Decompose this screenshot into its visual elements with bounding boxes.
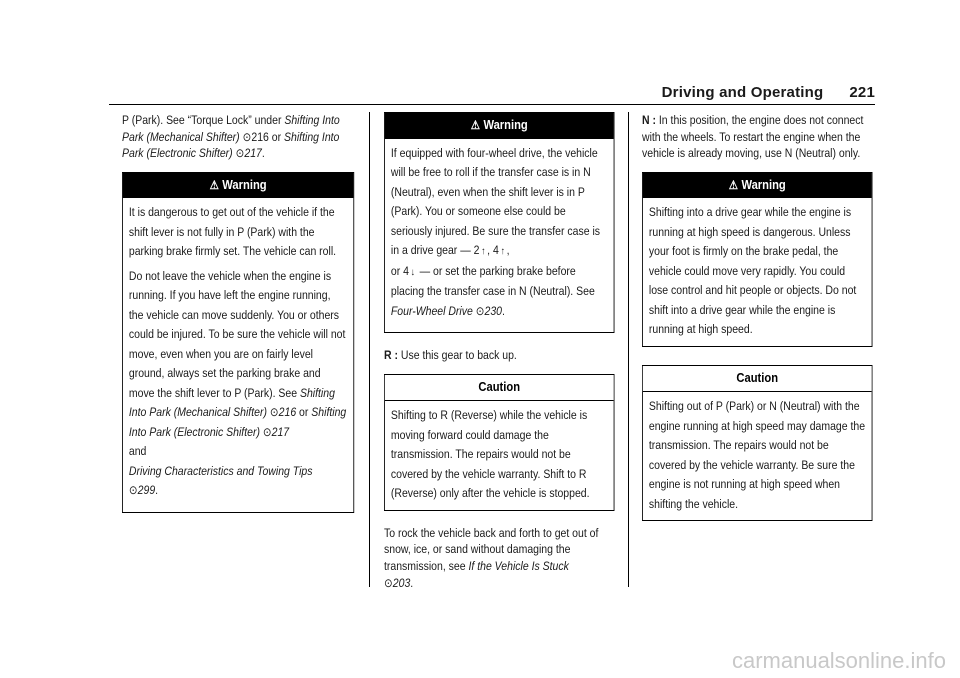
warning-paragraph: If equipped with four-wheel drive, the vehicle will be free to roll if the transfer case is in N (Neutral), even when the shift lever is in P (Park). You or someone else could be seriously injured. Be sure the transfer case is in a drive gear — 2 ↑ , 4 ↑ , or 4 ↓ — or set the parking brake before placing the transfer case in N (Neutral). See Four-Wheel Drive ⊙230. [390, 145, 601, 318]
ref-arrow-icon: ⊙ [242, 129, 252, 144]
rock-paragraph: To rock the vehicle back and forth to get out of snow, ice, or sand without damaging the transmission, see If the Vehicle Is Stuck ⊙203. [384, 525, 599, 590]
watermark: carmanualsonline.info [731, 648, 946, 673]
page-ref[interactable]: 203 [392, 575, 411, 590]
gear-label: N : [642, 113, 656, 127]
warning-title [385, 113, 614, 139]
warning-text: , 4 [487, 243, 499, 258]
warning-box [122, 172, 354, 513]
or-text: or [268, 129, 282, 144]
page-ref[interactable]: 217 [244, 146, 262, 161]
page-ref[interactable]: 230 [484, 303, 503, 318]
or-text: or [296, 405, 312, 420]
warning-title-text: Warning [483, 117, 528, 132]
page-header [662, 84, 875, 101]
page-ref[interactable]: 217 [271, 424, 290, 439]
warning-body [123, 198, 353, 512]
warning-icon: ⚠ [470, 118, 480, 132]
ref-arrow-icon: ⊙ [128, 483, 138, 498]
warning-text: — or set the parking brake before placing the transfer case in N (Neutral). See [390, 263, 595, 299]
warning-box [642, 172, 872, 347]
column-divider-1 [369, 112, 370, 587]
caution-box [642, 365, 872, 522]
link-shift-mech[interactable]: Shifting Into Park (Mechanical Shifter) [128, 385, 335, 420]
section-title: Driving and Operating [661, 84, 824, 101]
column-3 [642, 112, 872, 535]
link-shift-elec[interactable]: Shifting Into Park (Electronic Shifter) [122, 129, 340, 161]
warning-text: or 4 [390, 263, 409, 278]
ref-arrow-icon: ⊙ [384, 575, 393, 590]
warning-icon: ⚠ [209, 177, 219, 192]
caution-body: Shifting out of P (Park) or N (Neutral) with the engine running at high speed may damage the transmission. The repairs would not be covered by the vehicle warranty. Be sure the engine is not running at high speed when shifting the vehicle. [648, 399, 866, 511]
link-vehicle-stuck[interactable]: If the Vehicle Is Stuck [468, 558, 569, 573]
page-ref[interactable]: 299 [137, 483, 156, 498]
column-2 [384, 106, 614, 598]
neutral-text: In this position, the engine does not connect with the wheels. To restart the engine when the vehicle is already moving, use N (Neutral) only. [642, 113, 864, 161]
warning-body [385, 139, 614, 333]
warning-text: If equipped with four-wheel drive, the vehicle will be free to roll if the transfer case is in N (Neutral), even when the shift lever is in P (Park). You or someone else could be seriously injured. Be sure the transfer case is in a drive gear — 2 [390, 145, 601, 258]
caution-title: Caution [643, 366, 872, 393]
rock-text: To rock the vehicle back and forth to get out of snow, ice, or sand without damaging the transmission, see [384, 525, 599, 573]
ref-arrow-icon: ⊙ [262, 424, 272, 439]
ref-arrow-icon: ⊙ [475, 303, 485, 318]
warning-text: , [506, 243, 510, 258]
link-shift-mech[interactable]: Shifting Into Park (Mechanical Shifter) [122, 113, 340, 144]
up-arrow-icon: ↑ [500, 246, 505, 258]
and-text: and [128, 444, 147, 459]
warning-body: Shifting into a drive gear while the engine is running at high speed is dangerous. Unless your foot is firmly on the brake pedal, the vehicle could move very rapidly. You could lose control and hit people or objects. Do not shift into a drive gear while the engine is running at high speed. [648, 205, 857, 337]
column-divider-2 [628, 112, 629, 587]
warning-title-text: Warning [741, 176, 786, 192]
intro-text: P (Park). See “Torque Lock” under [122, 113, 285, 127]
neutral-paragraph [642, 112, 872, 162]
warning-title [643, 173, 872, 199]
gear-label: R : [384, 348, 398, 363]
caution-body: Shifting to R (Reverse) while the vehicle is moving forward could damage the transmission. The repairs would not be covered by the vehicle warranty. Shift to R (Reverse) only after the vehicle is stopped. [390, 408, 590, 501]
up-arrow-icon: ↑ [481, 246, 486, 258]
warning-paragraph: It is dangerous to get out of the vehicle if the shift lever is not fully in P (Park) with the parking brake firmly set. The vehicle can roll. [128, 205, 337, 259]
page-number: 221 [849, 84, 875, 101]
link-shift-elec[interactable]: Shifting Into Park (Electronic Shifter) [128, 405, 347, 439]
warning-icon: ⚠ [728, 177, 738, 192]
intro-paragraph: P (Park). See “Torque Lock” under Shifting Into Park (Mechanical Shifter) ⊙216 or Shifting Into Park (Electronic Shifter) ⊙217. [122, 113, 340, 161]
ref-arrow-icon: ⊙ [269, 405, 279, 420]
link-four-wheel-drive[interactable]: Four-Wheel Drive [390, 303, 473, 318]
warning-paragraph: Do not leave the vehicle when the engine is running. If you have left the engine running, the vehicle can move suddenly. You or others could be injured. To be sure the vehicle will not move, even when you are on fairly level ground, always set the parking brake and move the shift lever to P (Park). See Shifting Into Park (Mechanical Shifter) ⊙216 or Shifting Into Park (Electronic Shifter) ⊙217 and Driving Characteristics and Towing Tips ⊙299. [128, 268, 347, 498]
page-ref[interactable]: 216 [278, 405, 297, 420]
header-rule [109, 104, 875, 105]
link-driving-towing[interactable]: Driving Characteristics and Towing Tips [128, 463, 313, 478]
warning-box [384, 112, 614, 333]
down-arrow-icon: ↓ [410, 266, 415, 278]
column-1 [122, 112, 354, 527]
ref-arrow-icon: ⊙ [235, 146, 245, 161]
caution-title: Caution [385, 375, 614, 402]
warning-text: Do not leave the vehicle when the engine is running. If you have left the engine running, the vehicle can move suddenly. You or others could be injured. To be sure the vehicle will not move, even when you are on fairly level ground, always set the parking brake and move the shift lever to P (Park). See [128, 268, 346, 400]
reverse-paragraph [384, 347, 614, 364]
warning-title-text: Warning [222, 176, 267, 192]
caution-box [384, 374, 614, 511]
warning-title [123, 173, 353, 199]
reverse-text: Use this gear to back up. [400, 348, 517, 363]
page-ref[interactable]: 216 [251, 129, 269, 144]
